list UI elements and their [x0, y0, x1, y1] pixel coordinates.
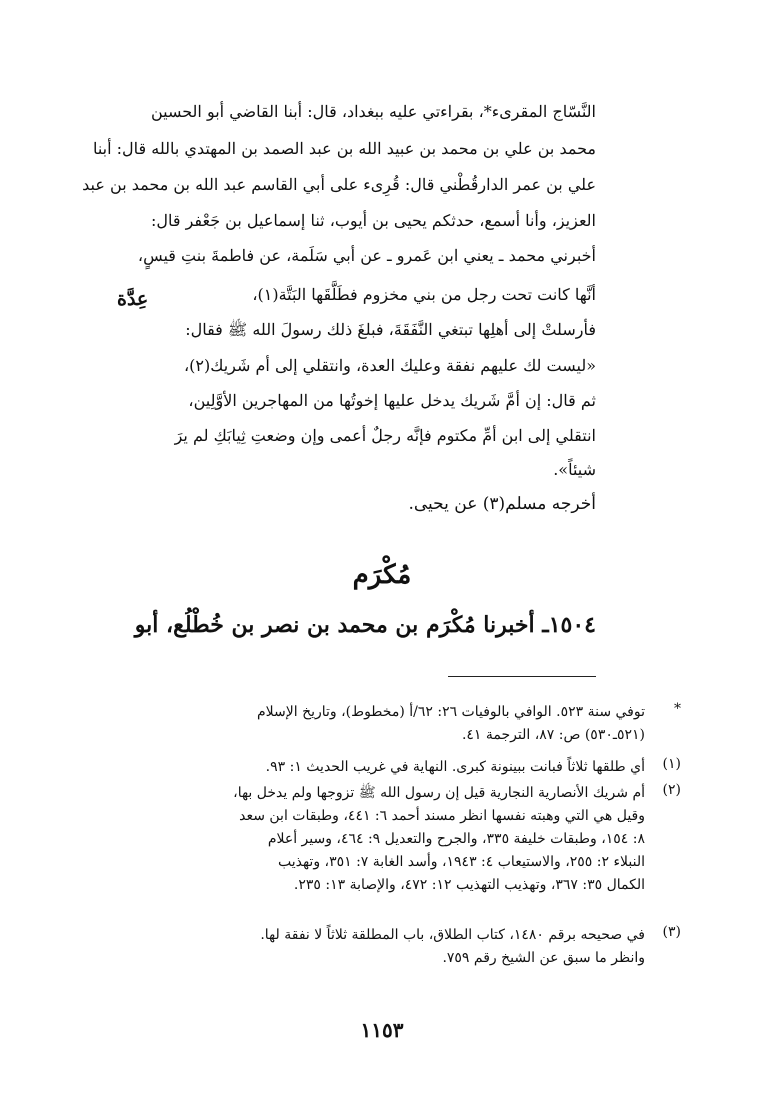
- isnad-line: علي بن عمر الدارقُطْني قال: قُرِىء على أبي القاسم عبد الله بن محمد بن عبد: [82, 175, 596, 194]
- matn-line: شيئاً».: [553, 460, 596, 479]
- isnad-line: محمد بن علي بن محمد بن عبيد الله بن عبد الصمد بن المهتدي بالله قال: أبنا: [92, 139, 596, 158]
- footnote-line: ٨: ١٥٤، وطبقات خليفة ٣٣٥، والجرح والتعديل ٩: ٤٦٤، وسير أعلام: [267, 831, 645, 847]
- isnad-line: النَّسّاج المقرىء*، بقراءتي عليه ببغداد، قال: أبنا القاضي أبو الحسين: [150, 102, 596, 121]
- footnote-line: توفي سنة ٥٢٣. الوافي بالوفيات ٢٦: ٦٢/أ (مخطوط)، وتاريخ الإسلام: [257, 704, 645, 720]
- isnad-line: العزيز، وأنا أسمع، حدثكم يحيى بن أيوب، ثنا إسماعيل بن جَعْفر قال:: [150, 211, 596, 230]
- footnote-line: أم شريك الأنصارية النجارية قيل إن رسول الله ﷺ تزوجها ولم يدخل بها،: [233, 785, 645, 801]
- footnote-line: (٥٢١ـ٥٣٠) ص: ٨٧، الترجمة ٤١.: [461, 727, 645, 743]
- footnote-line: أي طلقها ثلاثاً فبانت ببينونة كبرى. النهاية في غريب الحديث ١: ٩٣.: [265, 759, 645, 775]
- footnote-line: في صحيحه برقم ١٤٨٠، كتاب الطلاق، باب المطلقة ثلاثاً لا نفقة لها.: [260, 927, 645, 943]
- footnote-line: وقيل هي التي وهبته نفسها انظر مسند أحمد ٦: ٤٤١، وطبقات ابن سعد: [239, 808, 645, 824]
- matn-line: «ليست لك عليهم نفقة وعليك العدة، وانتقلي إلى أم شَريك(٢)،: [184, 356, 596, 375]
- footnote-marker: (٢): [662, 782, 681, 798]
- matn-line: انتقلي إلى ابن أمِّ مكتوم فإنَّه رجلٌ أعمى وإن وضعتِ ثِيابَكِ لم يرَ: [174, 426, 596, 445]
- footnote-divider: [448, 676, 596, 677]
- page-number: ١١٥٣: [360, 1018, 404, 1042]
- matn-line: فأرسلتْ إلى أهلِها تبتغي النَّفَقَةَ، فبلغَ ذلك رسولَ الله ﷺ فقال:: [185, 320, 596, 339]
- isnad-line: أخبرني محمد ـ يعني ابن عَمرو ـ عن أبي سَلَمة، عن فاطمةَ بنتِ قيسٍ،: [137, 246, 596, 265]
- footnote-marker: (٣): [662, 924, 681, 940]
- matn-line: أنَّها كانت تحت رجل من بني مخزوم فطَلَّقَها البَتَّة(١)،: [252, 285, 596, 304]
- entry-line: ١٥٠٤ـ أخبرنا مُكْرَم بن محمد بن نصر بن خُطْلُع، أبو: [134, 612, 596, 638]
- matn-line: ثم قال: إن أمَّ شَريك يدخل عليها إخوتُها من المهاجرين الأوَّلِين،: [188, 391, 596, 410]
- section-heading: مُكْرَم: [352, 560, 412, 590]
- footnote-marker: (١): [662, 756, 681, 772]
- source-line: أخرجه مسلم(٣) عن يحيى.: [408, 494, 596, 514]
- footnote-marker: *: [674, 701, 681, 717]
- margin-keyword: عِدَّة: [117, 288, 149, 310]
- footnote-line: النبلاء ٢: ٢٥٥، والاستيعاب ٤: ١٩٤٣، وأسد الغابة ٧: ٣٥١، وتهذيب: [277, 854, 645, 870]
- footnote-line: وانظر ما سبق عن الشيخ رقم ٧٥٩.: [442, 950, 645, 966]
- footnote-line: الكمال ٣٥: ٣٦٧، وتهذيب التهذيب ١٢: ٤٧٢، والإصابة ١٣: ٢٣٥.: [293, 877, 645, 893]
